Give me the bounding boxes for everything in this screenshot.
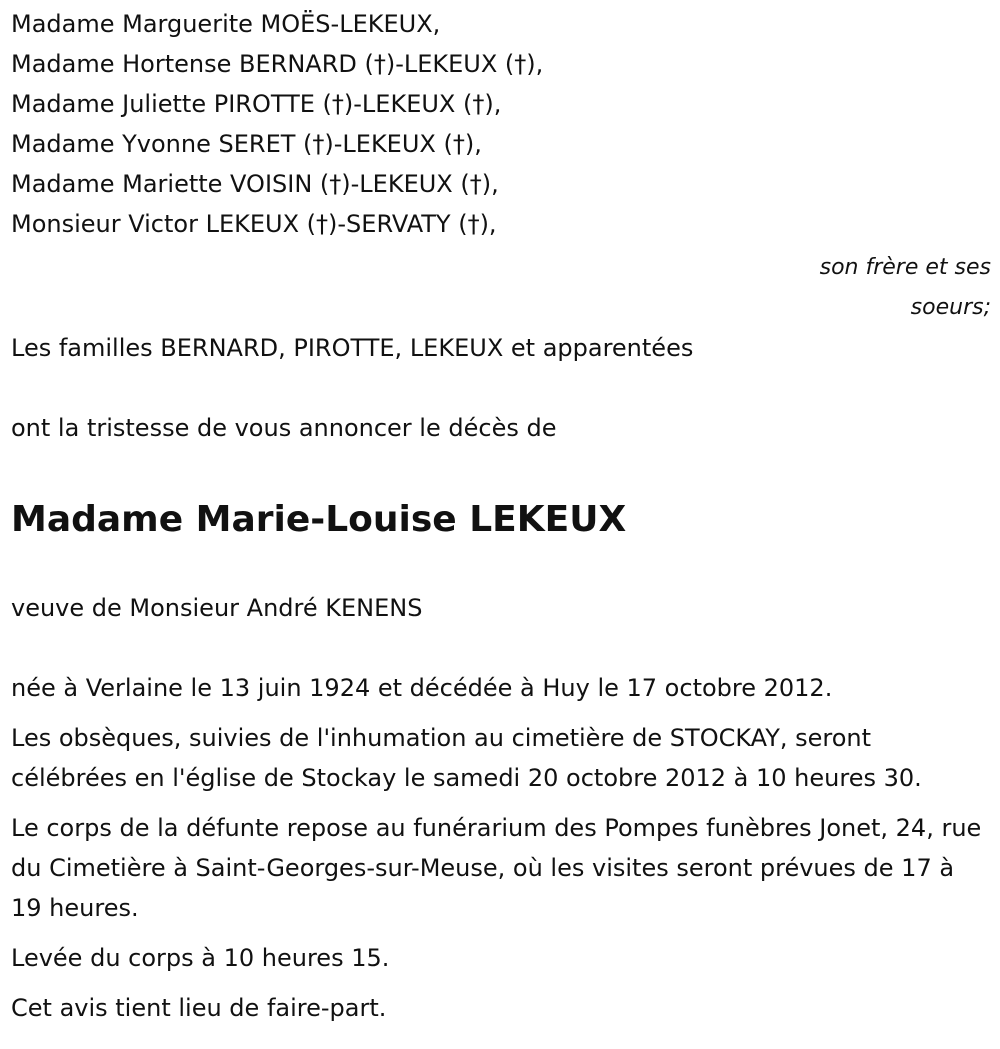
family-member-5: Madame Mariette VOISIN (†)-LEKEUX (†), [11, 170, 499, 198]
announce-line: ont la tristesse de vous annoncer le décès de [11, 414, 557, 442]
family-list [11, 4, 991, 244]
birth-death-line: née à Verlaine le 13 juin 1924 et décédée à Huy le 17 octobre 2012. [11, 674, 833, 702]
family-member-4: Madame Yvonne SERET (†)-LEKEUX (†), [11, 130, 482, 158]
family-member-1: Madame Marguerite MOËS-LEKEUX, [11, 10, 441, 38]
levee-line: Levée du corps à 10 heures 15. [11, 944, 390, 972]
families-line: Les familles BERNARD, PIROTTE, LEKEUX et apparentées [11, 334, 694, 362]
obituary-notice [11, 0, 991, 1028]
widow-line: veuve de Monsieur André KENENS [11, 594, 423, 622]
relation-note-line-1: son frère et ses [819, 255, 991, 280]
deceased-name: Madame Marie-Louise LEKEUX [11, 499, 627, 540]
relation-note-line-2: soeurs; [910, 295, 991, 320]
funeral-paragraph: Les obsèques, suivies de l'inhumation au cimetière de STOCKAY, seront célébrées en l'église de Stockay le samedi 20 octobre 2012 à 10 heures 30. [11, 724, 922, 792]
family-member-3: Madame Juliette PIROTTE (†)-LEKEUX (†), [11, 90, 502, 118]
relation-note [11, 248, 991, 328]
family-member-6: Monsieur Victor LEKEUX (†)-SERVATY (†), [11, 210, 497, 238]
family-member-2: Madame Hortense BERNARD (†)-LEKEUX (†), [11, 50, 544, 78]
rest-paragraph: Le corps de la défunte repose au funérarium des Pompes funèbres Jonet, 24, rue du Cimetière à Saint-Georges-sur-Meuse, où les visites seront prévues de 17 à 19 heures. [11, 814, 982, 922]
notice-line: Cet avis tient lieu de faire-part. [11, 994, 387, 1022]
